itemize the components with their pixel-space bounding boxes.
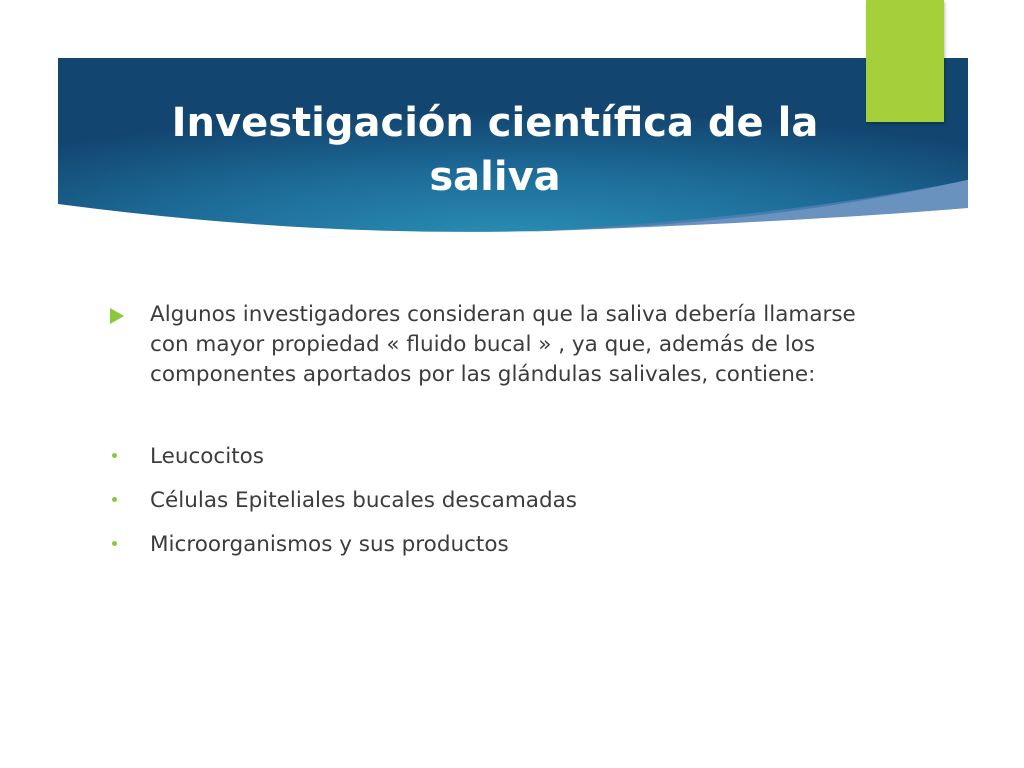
triangle-right-icon (110, 308, 124, 324)
slide-content (108, 300, 898, 574)
list-item-text: Leucocitos (150, 444, 265, 469)
list-item-text: Células Epiteliales bucales descamadas (150, 488, 577, 513)
dot-icon (112, 453, 117, 458)
lead-text: Algunos investigadores consideran que la saliva debería llamarse con mayor propiedad « fluido bucal » , ya que, además de los componentes aportados por las glándulas salivales, contiene: (150, 302, 856, 387)
lead-bullet-item (108, 300, 898, 390)
dot-icon (112, 541, 117, 546)
list-item (108, 486, 898, 530)
component-list (108, 442, 898, 574)
list-item-text: Microorganismos y sus productos (150, 532, 509, 557)
list-item (108, 442, 898, 486)
slide-title: Investigación científica de la saliva (171, 100, 819, 200)
list-item (108, 530, 898, 574)
accent-tab (866, 0, 944, 122)
dot-icon (112, 497, 117, 502)
